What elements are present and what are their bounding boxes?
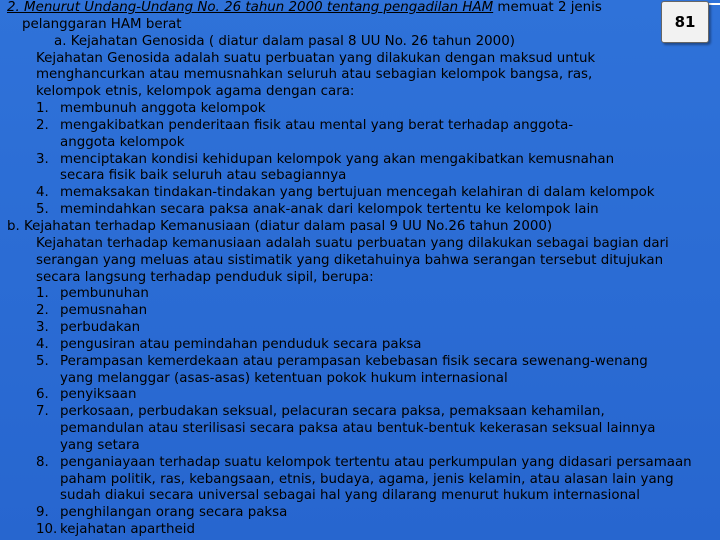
- list-item-text: mengakibatkan penderitaan fisik atau mental yang berat terhadap anggota-: [60, 117, 574, 133]
- list-item-continuation: paham politik, ras, kebangsaan, etnis, budaya, agama, jenis kelamin, atau alasan lain yang: [60, 471, 674, 487]
- list-item: [0, 303, 720, 320]
- genosida-heading: a. Kejahatan Genosida ( diatur dalam pasal 8 UU No. 26 tahun 2000): [54, 33, 515, 49]
- kemanusiaan-list: [0, 286, 720, 539]
- list-item-number: 1.: [36, 286, 49, 302]
- lead-rest: memuat 2 jenis: [493, 0, 602, 15]
- section-2-lead-continuation: pelanggaran HAM berat: [22, 16, 182, 32]
- list-item-text: menciptakan kondisi kehidupan kelompok yang akan mengakibatkan kemusnahan: [60, 151, 615, 167]
- list-item-number: 7.: [36, 404, 49, 420]
- section-2-lead: [0, 0, 720, 17]
- list-item-number: 5.: [36, 202, 49, 218]
- list-item-text: Perampasan kemerdekaan atau perampasan kebebasan fisik secara sewenang-wenang: [60, 353, 648, 369]
- list-item-text: kejahatan apartheid: [60, 522, 195, 538]
- list-item-text: membunuh anggota kelompok: [60, 101, 266, 117]
- list-item: [0, 320, 720, 337]
- list-item-number: 9.: [36, 505, 49, 521]
- list-item-continuation: yang melanggar (asas-asas) ketentuan pokok hukum internasional: [60, 370, 508, 386]
- list-item-number: 8.: [36, 454, 49, 470]
- kemanusiaan-heading: b. Kejahatan terhadap Kemanusiaan (diatur dalam pasal 9 UU No.26 tahun 2000): [7, 218, 553, 234]
- list-item: [0, 522, 720, 539]
- list-item-text: perkosaan, perbudakan seksual, pelacuran secara paksa, pemaksaan kehamilan,: [60, 404, 605, 420]
- list-item-text: memaksakan tindakan-tindakan yang bertujuan mencegah kelahiran di dalam kelompok: [60, 185, 655, 201]
- list-item-continuation: anggota kelompok: [60, 134, 185, 150]
- list-item: [0, 387, 720, 404]
- list-item-text: pembunuhan: [60, 286, 149, 302]
- genosida-list: [0, 101, 720, 219]
- list-item-number: 2.: [36, 117, 49, 133]
- intro-line: secara langsung terhadap penduduk sipil, berupa:: [36, 269, 374, 285]
- list-item: [0, 505, 720, 522]
- list-item: [0, 118, 720, 135]
- list-item: [0, 185, 720, 202]
- list-item-continuation: pemandulan atau sterilisasi secara paksa atau bentuk-bentuk kekerasan seksual lainnya: [60, 421, 656, 437]
- list-item-continuation: sudah diakui secara universal sebagai hal yang dilarang menurut hukum internasional: [60, 488, 640, 504]
- list-item-continuation: yang setara: [60, 437, 140, 453]
- list-item: [0, 337, 720, 354]
- list-item-number: 1.: [36, 101, 49, 117]
- intro-line: Kejahatan terhadap kemanusiaan adalah suatu perbuatan yang dilakukan sebagai bagian dari: [36, 235, 669, 251]
- list-item: [0, 101, 720, 118]
- list-item: [0, 455, 720, 472]
- list-item-text: perbudakan: [60, 320, 141, 336]
- list-item-number: 5.: [36, 353, 49, 369]
- lead-underlined: 2. Menurut Undang-Undang No. 26 tahun 2000 tentang pengadilan HAM: [7, 0, 494, 15]
- list-item-text: penghilangan orang secara paksa: [60, 505, 288, 521]
- list-item-text: penganiayaan terhadap suatu kelompok tertentu atau perkumpulan yang didasari persamaan: [60, 454, 692, 470]
- intro-line: serangan yang meluas atau sistimatik yang diketahuinya bahwa serangan tersebut ditujukan: [36, 252, 664, 268]
- list-item: [0, 404, 720, 421]
- list-item-number: 4.: [36, 336, 49, 352]
- genosida-intro: [0, 51, 720, 102]
- list-item-number: 3.: [36, 151, 49, 167]
- list-item-number: 4.: [36, 185, 49, 201]
- intro-line: menghancurkan atau memusnahkan seluruh atau sebagian kelompok bangsa, ras,: [36, 67, 593, 83]
- list-item-text: penyiksaan: [60, 387, 137, 403]
- list-item-number: 10.: [36, 522, 58, 538]
- list-item-number: 2.: [36, 303, 49, 319]
- list-item: [0, 286, 720, 303]
- list-item-text: memindahkan secara paksa anak-anak dari kelompok tertentu ke kelompok lain: [60, 202, 599, 218]
- list-item-continuation: secara fisik baik seluruh atau sebagiannya: [60, 168, 347, 184]
- intro-line: kelompok etnis, kelompok agama dengan cara:: [36, 84, 355, 100]
- list-item: [0, 354, 720, 371]
- list-item-text: pemusnahan: [60, 303, 148, 319]
- list-item: [0, 152, 720, 169]
- kemanusiaan-intro: [0, 236, 720, 287]
- list-item-text: pengusiran atau pemindahan penduduk secara paksa: [60, 336, 422, 352]
- page-number-badge: 81: [661, 1, 709, 43]
- intro-line: Kejahatan Genosida adalah suatu perbuatan yang dilakukan dengan maksud untuk: [36, 50, 596, 66]
- list-item: [0, 202, 720, 219]
- list-item-number: 6.: [36, 387, 49, 403]
- list-item-number: 3.: [36, 320, 49, 336]
